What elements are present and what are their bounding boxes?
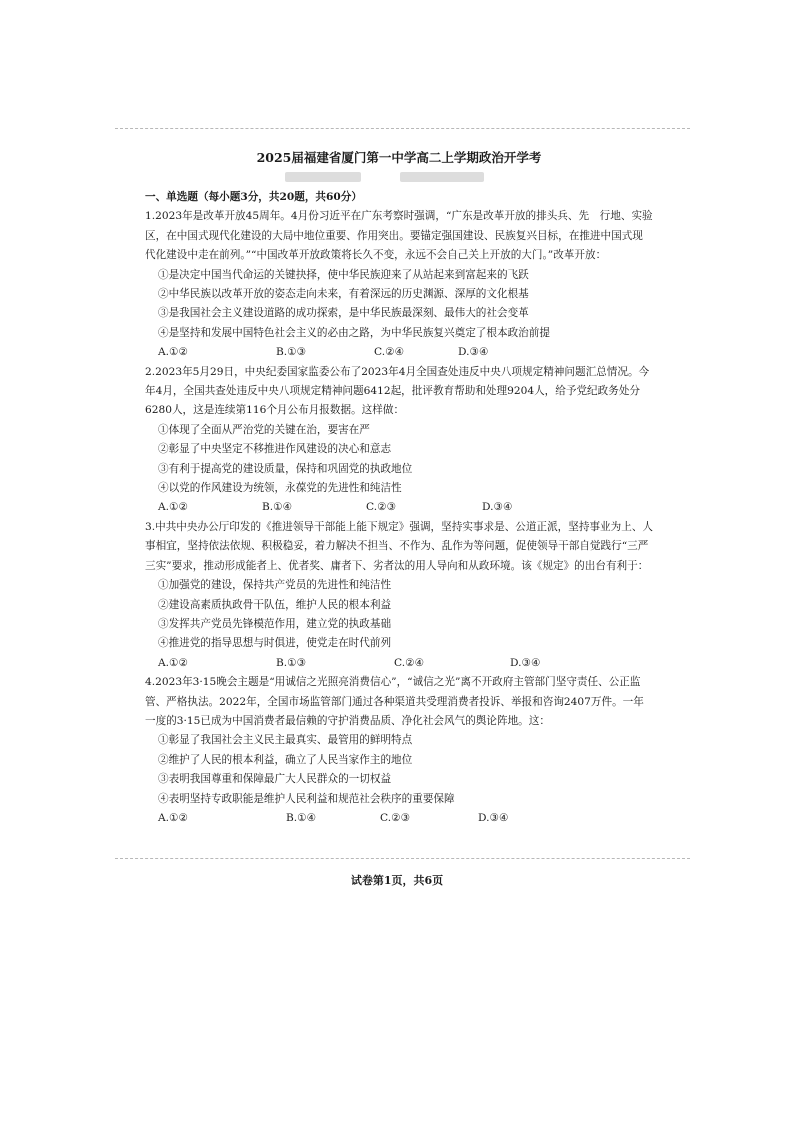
- exam-page: [145, 148, 653, 828]
- statement-option: ②建设高素质执政骨干队伍，维护人民的根本利益: [158, 598, 392, 611]
- answer-choices: [145, 809, 653, 828]
- answer-choices: [145, 498, 653, 517]
- answer-choice-a: A.①②: [158, 656, 189, 669]
- question-stem: 3.中共中央办公厅印发的《推进领导干部能上能下规定》强调，坚持实事求是、公道正派，坚持事业为上、人事相宜，坚持依法依规、积极稳妥，着力解决不担当、不作为、乱作为等问题，促使领导干部自觉践行“三严三实”要求，推动形成能者上、优者奖、庸者下、劣者汰的用人导向和从政环境。该《规定》的出台有利于：: [145, 520, 654, 572]
- statement-option: ④是坚持和发展中国特色社会主义的必由之路，为中华民族复兴奠定了根本政治前提: [158, 326, 550, 339]
- section-heading: 一、单选题（每小题3分，共20题，共60分）: [145, 191, 362, 203]
- answer-choice-a: A.①②: [158, 501, 189, 514]
- redacted-block: [400, 172, 484, 182]
- page-footer: 试卷第1页，共6页: [350, 874, 444, 887]
- question-2: [145, 363, 653, 518]
- redacted-block: [285, 172, 361, 182]
- statement-option: ④以党的作风建设为统领，永葆党的先进性和纯洁性: [158, 482, 402, 495]
- question-stem: 1.2023年是改革开放45周年。4月份习近平在广东考察时强调，“广东是改革开放的排头兵、先 行地、实验区，在中国式现代化建设的大局中地位重要、作用突出。要锚定强国建设、民族复兴目标，在推进中国式现代化建设中走在前列。”“中国改革开放政策将长久不变，永远不会自己关上开放的大门。”改革开放：: [145, 210, 653, 262]
- exam-title: 2025届福建省厦门第一中学高二上学期政治开学考: [256, 150, 542, 165]
- answer-choice-d: D.③④: [482, 501, 513, 514]
- answer-choices: [145, 343, 653, 362]
- answer-choice-b: B.①④: [286, 811, 317, 824]
- answer-choice-c: C.②④: [374, 346, 405, 359]
- answer-choice-a: A.①②: [158, 811, 189, 824]
- question-3: [145, 518, 653, 673]
- statement-option: ③发挥共产党员先锋模范作用，建立党的执政基础: [158, 617, 392, 630]
- statement-option: ④表明坚持专政职能是维护人民利益和规范社会秩序的重要保障: [158, 792, 455, 805]
- answer-choice-b: B.①④: [262, 501, 293, 514]
- statement-option: ③有利于提高党的建设质量，保持和巩固党的执政地位: [158, 462, 413, 475]
- statement-option: ②彰显了中央坚定不移推进作风建设的决心和意志: [158, 443, 392, 456]
- statement-option: ②维护了人民的根本利益，确立了人民当家作主的地位: [158, 753, 413, 766]
- answer-choice-b: B.①③: [276, 656, 307, 669]
- question-1: [145, 207, 653, 362]
- statement-option: ④推进党的指导思想与时俱进，使党走在时代前列: [158, 637, 392, 650]
- statement-option: ①加强党的建设，保持共产党员的先进性和纯洁性: [158, 579, 392, 592]
- scan-artifact-line-bottom: [115, 858, 690, 859]
- answer-choice-b: B.①③: [276, 346, 307, 359]
- answer-choice-c: C.②③: [366, 501, 397, 514]
- answer-choices: [145, 654, 653, 673]
- statement-option: ①体现了全面从严治党的关键在治，要害在严: [158, 423, 370, 436]
- question-4: [145, 673, 653, 828]
- scan-artifact-line-top: [115, 128, 690, 129]
- question-stem: 2.2023年5月29日，中央纪委国家监委公布了2023年4月全国查处违反中央八项规定精神问题汇总情况。今年4月，全国共查处违反中央八项规定精神问题6412起，批评教育帮助和处理9204人，给予党纪政务处分6280人，这是连续第116个月公布月报数据。这样做：: [145, 365, 650, 417]
- question-stem: 4.2023年3·15晚会主题是“用诚信之光照亮消费信心”，“诚信之光”离不开政府主管部门坚守责任、公正监管、严格执法。2022年，全国市场监管部门通过各种渠道共受理消费者投诉、举报和咨询2407万件。一年一度的3·15已成为中国消费者最信赖的守护消费品质、净化社会风气的舆论阵地。这：: [145, 676, 644, 727]
- answer-choice-a: A.①②: [158, 346, 189, 359]
- statement-option: ①彰显了我国社会主义民主最真实、最管用的鲜明特点: [158, 734, 413, 747]
- answer-choice-d: D.③④: [458, 346, 489, 359]
- statement-option: ②中华民族以改革开放的姿态走向未来，有着深远的历史渊源、深厚的文化根基: [158, 288, 529, 301]
- answer-choice-d: D.③④: [510, 656, 541, 669]
- answer-choice-c: C.②④: [394, 656, 425, 669]
- answer-choice-d: D.③④: [478, 811, 509, 824]
- statement-option: ③是我国社会主义建设道路的成功探索，是中华民族最深刻、最伟大的社会变革: [158, 307, 529, 320]
- statement-option: ①是决定中国当代命运的关键抉择，使中华民族迎来了从站起来到富起来的飞跃: [158, 268, 529, 281]
- statement-option: ③表明我国尊重和保障最广大人民群众的一切权益: [158, 773, 392, 786]
- redacted-info-row: [145, 170, 653, 184]
- answer-choice-c: C.②③: [380, 811, 411, 824]
